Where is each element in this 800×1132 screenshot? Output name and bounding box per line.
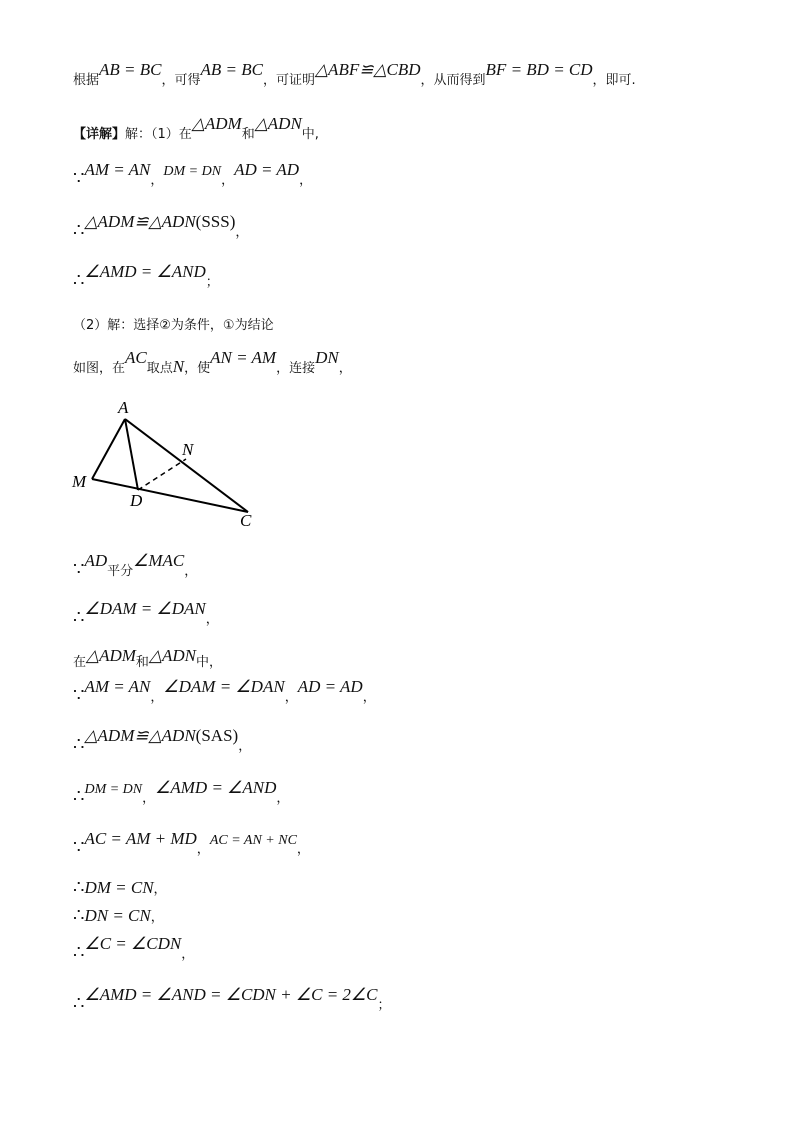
punct: ，: [184, 564, 198, 579]
text: 解：（1）在: [125, 127, 192, 142]
text-line-17: [73, 934, 195, 963]
segment-dn-dashed: [138, 459, 186, 490]
punct: ；: [205, 275, 219, 290]
math: △ADM≌△ADN: [84, 212, 196, 231]
therefore-symbol: ∴: [73, 877, 85, 898]
math: ∠AMD = ∠AND: [155, 778, 277, 797]
punct: ，: [150, 173, 164, 188]
text: 和: [135, 655, 149, 670]
text-line-16: [73, 907, 164, 925]
math: DM = CN: [84, 878, 154, 897]
text-line-10: [73, 646, 223, 670]
text-line-7: [73, 348, 352, 376]
text: 中,: [301, 127, 319, 142]
text-line-5: [73, 262, 219, 291]
math: ∠MAC: [133, 551, 185, 570]
text: ，可得: [161, 73, 201, 88]
punct: ，: [205, 612, 219, 627]
math: BF = BD = CD: [485, 60, 593, 79]
text-line-3: [73, 160, 313, 189]
punct: ，: [221, 173, 235, 188]
segment-ad: [125, 419, 138, 490]
because-symbol: ∵: [73, 168, 85, 189]
text-line-2: [73, 114, 319, 142]
math: ∠C = ∠CDN: [84, 934, 182, 953]
punct: ，: [181, 947, 195, 962]
math: (SAS): [195, 726, 239, 745]
math: ∠AMD = ∠AND = ∠CDN + ∠C = 2∠C: [84, 985, 378, 1004]
text: 中，: [196, 655, 223, 670]
punct: ，: [338, 361, 352, 376]
therefore-symbol: ∴: [73, 607, 85, 628]
text: 在: [73, 655, 87, 670]
text-line-12: [73, 726, 252, 755]
text: ，即可.: [592, 73, 636, 88]
punct: ，: [276, 791, 290, 806]
math: AM = AN: [84, 160, 151, 179]
text: 如图，在: [73, 361, 126, 376]
label-a: A: [118, 398, 129, 417]
math: AD = AD: [234, 160, 300, 179]
math: △ADM: [191, 114, 242, 133]
because-symbol: ∵: [73, 559, 85, 580]
therefore-symbol: ∴: [73, 942, 85, 963]
text-line-8: [73, 551, 198, 580]
math: AM = AN: [84, 677, 151, 696]
punct: ，: [296, 842, 310, 857]
text: ，连接: [276, 361, 316, 376]
math: DN = CN: [84, 906, 151, 925]
math: AB = BC: [99, 60, 162, 79]
text-line-14: [73, 829, 310, 858]
punct: ，: [299, 173, 313, 188]
label-m: M: [72, 472, 87, 491]
math: AC = AN + NC: [209, 833, 297, 848]
text: ，可证明: [262, 73, 315, 88]
math: △ADM≌△ADN: [84, 726, 196, 745]
text: 和: [241, 127, 255, 142]
math: N: [172, 357, 185, 376]
text-line-18: [73, 985, 391, 1014]
punct: ，: [196, 842, 210, 857]
label-n: N: [182, 440, 194, 459]
therefore-symbol: ∴: [73, 905, 85, 926]
math: AD = AD: [297, 677, 363, 696]
math: △ABF≌△CBD: [314, 60, 421, 79]
text-line-15: [73, 879, 167, 897]
math: AN = AM: [210, 348, 277, 367]
geometry-figure: [70, 395, 270, 535]
math: DM = DN: [163, 164, 222, 179]
text: 取点: [146, 361, 173, 376]
punct: ，: [150, 910, 164, 925]
because-symbol: ∵: [73, 685, 85, 706]
text-line-13: [73, 778, 290, 807]
math: ∠DAM = ∠DAN: [84, 599, 206, 618]
math: △ADN: [254, 114, 302, 133]
text: （2）解：选择②为条件，①为结论: [73, 318, 274, 333]
text-line-9: [73, 599, 219, 628]
therefore-symbol: ∴: [73, 734, 85, 755]
text-line-11: [73, 677, 376, 706]
math: AC: [125, 348, 147, 367]
punct: ，: [150, 690, 164, 705]
math: ∠DAM = ∠DAN: [163, 677, 285, 696]
therefore-symbol: ∴: [73, 270, 85, 291]
because-symbol: ∵: [73, 837, 85, 858]
detail-tag: 【详解】: [73, 127, 126, 142]
label-d: D: [130, 491, 143, 510]
therefore-symbol: ∴: [73, 993, 85, 1014]
segment-am: [92, 419, 125, 479]
punct: ，: [142, 791, 156, 806]
text: 平分: [107, 564, 134, 579]
punct: ，: [153, 882, 167, 897]
math: AC = AM + MD: [84, 829, 197, 848]
text-line-4: [73, 212, 249, 241]
punct: ；: [377, 998, 391, 1013]
math: ∠AMD = ∠AND: [84, 262, 206, 281]
math: DM = DN: [84, 782, 143, 797]
math: AD: [84, 551, 108, 570]
label-c: C: [240, 511, 252, 530]
text-line-6: [73, 318, 274, 332]
math: AB = BC: [200, 60, 263, 79]
text: ，使: [184, 361, 211, 376]
math: △ADN: [148, 646, 197, 665]
math: △ADM: [86, 646, 136, 665]
therefore-symbol: ∴: [73, 220, 85, 241]
text: ，从而得到: [420, 73, 486, 88]
punct: ，: [235, 225, 249, 240]
punct: ，: [284, 690, 298, 705]
punct: ，: [362, 690, 376, 705]
text-line-1: [73, 60, 636, 88]
therefore-symbol: ∴: [73, 786, 85, 807]
math: (SSS): [195, 212, 236, 231]
math: DN: [315, 348, 339, 367]
text: 根据: [73, 73, 100, 88]
punct: ，: [238, 739, 252, 754]
